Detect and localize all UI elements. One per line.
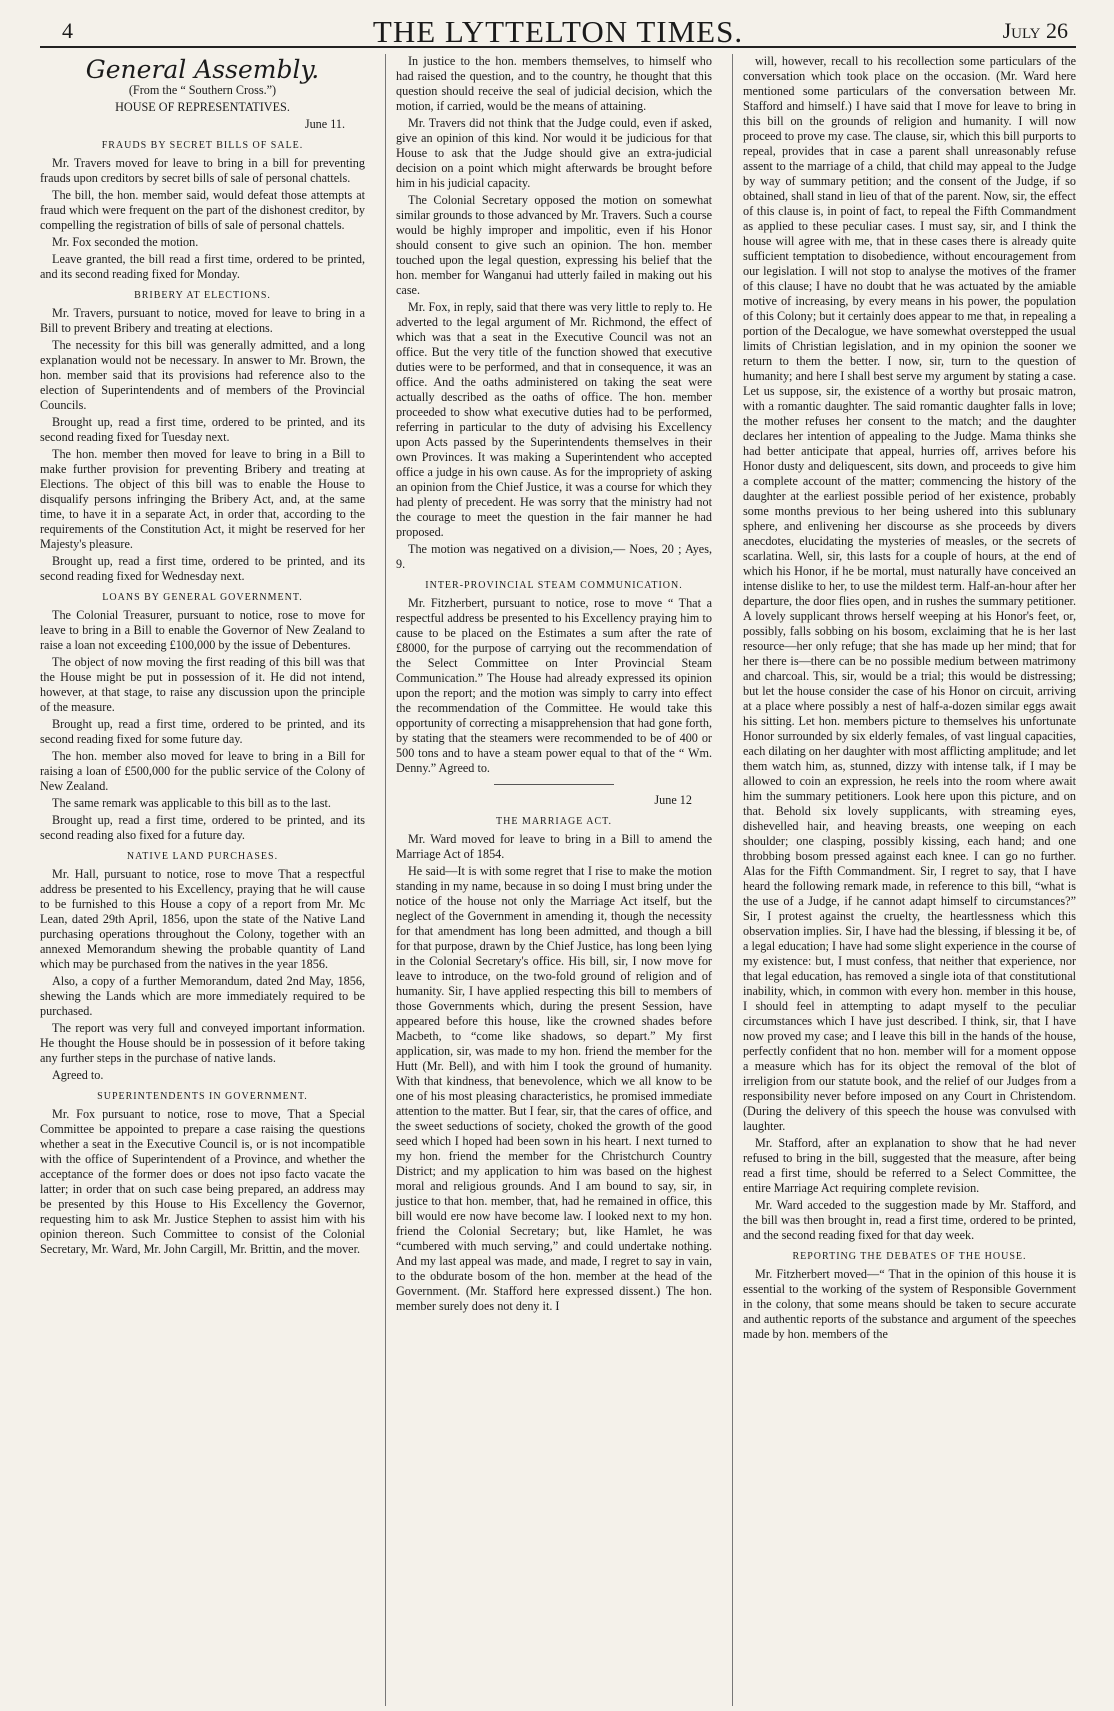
paragraph: The Colonial Secretary opposed the motion on somewhat similar grounds to those advanced by Mr. Travers. Such a course would be highly improper and impolitic, even if his Honor should consent to give such an opinion. The hon. member touched upon the legal question, expressing his belief that the hon. member for Wanganui had utterly failed in making out his case.: [396, 193, 712, 297]
paragraph: Also, a copy of a further Memorandum, dated 2nd May, 1856, shewing the Lands which are more immediately required to be purchased.: [40, 974, 365, 1018]
subheading: FRAUDS BY SECRET BILLS OF SALE.: [101, 140, 304, 151]
subheading: THE MARRIAGE ACT.: [496, 816, 612, 827]
paragraph: Mr. Fox, in reply, said that there was very little to reply to. He adverted to the legal argument of Mr. Richmond, the effect of which was that a seat in the Executive Council was not an office. But the very title of the function showed that executive duties were to be performed, and that in consequence, it was an office. And the oaths administered on taking the seat were actually described as the oaths of office. The hon. member proceeded to show what executive duties had to be performed, referring in particular to the duty of advising his Excellency upon Acts passed by the Superintendents themselves in their own Provinces. It was making a Superintendent who accepted office a judge in his own cause. As for the impropriety of asking an opinion from the Chief Justice, it was a course for which they had plenty of precedent. He was sorry that the ministry had not the courage to meet the question in the fair manner he had proposed.: [396, 300, 712, 539]
column-3: [732, 54, 1076, 1706]
paragraph: Mr. Fox seconded the motion.: [52, 235, 199, 249]
paragraph: The necessity for this bill was generally admitted, and a long explanation would not be necessary. In answer to Mr. Brown, the hon. member said that its provisions had reference also to the election of Superintendents and of members of the Provincial Councils.: [40, 338, 365, 412]
paragraph: Mr. Stafford, after an explanation to show that he had never refused to bring in the bill, suggested that the measure, after being read a first time, should be referred to a Select Committee, the entire Marriage Act requiring complete revision.: [743, 1136, 1076, 1195]
house-heading: HOUSE OF REPRESENTATIVES.: [115, 100, 290, 114]
paragraph: Brought up, read a first time, ordered to be printed, and its second reading fixed for Tuesday next.: [40, 415, 365, 444]
paragraph: The bill, the hon. member said, would defeat those attempts at fraud which were frequent on the part of the dishonest creditor, by compelling the registration of bills of sale of personal chattels.: [40, 188, 365, 232]
paragraph: will, however, recall to his recollection some particulars of the conversation which took place on the occasion. (Mr. Ward here mentioned some particulars of the conversation between Mr. Stafford and himself.) I have said that I move for leave to bring in this bill on the grounds of religion and humanity. I will now proceed to prove my case. The clause, sir, which this bill purports to repeal, provides that in case a parent shall unreasonably refuse assent to the marriage of a child, that child may appeal to the Judge by way of summary petition; and the consent of the Judge, if so obtained, shall stand in lieu of that of the parent. Now, sir, the effect of this clause is, in point of fact, to repeal the Fifth Commandment as applied to these peculiar cases. I must say, sir, and I think the house will agree with me, that in these cases there is already quite sufficient temptation to disobedience, without encouragement from our legislation. I will not stop to analyse the motives of the framer of this clause; I have no doubt that he was actuated by the amiable motive of increasing, by every means in his power, the population of this Colony; but it certainly does appear to me that, in repealing a portion of the Decalogue, we have somewhat overstepped the usual limits of Christian legislation, and in my opinion the sooner we return to them the better. I now, sir, turn to the question of humanity; and here I shall best serve my argument by stating a case. Let us suppose, sir, the existence of a worthy but prosaic matron, with a romantic daughter. The said romantic daughter falls in love; the mother refuses her consent to the match; and the daughter declares her intention of appealing to the Judge. Mama thinks she had better anticipate that appeal, hurries off, arrives before his Honor dusty and deliquescent, sits down, and proceeds to give him a complete account of the matter; commencing the history of the daughter at the earliest possible period of her existence, probably some months previous to her being ushered into this sublunary sphere, and enlivening her discourse as she proceeds by divers anecdotes, elucidating the mysteries of measles, or the secrets of scarlatina. Well, sir, this lasts for a couple of hours, at the end of which his Honor, if he be mortal, must naturally have conceived an intense dislike to her, to use the mildest term. Half-an-hour after her departure, the door flies open, and in rushes the summary petitioner. A lovely supplicant throws herself weeping at his Honor's feet, or, possibly, falls sobbing on his bosom, exclaiming that he is her last resource—her only refuge; that she has made up her mind; that for her there is—there can be no possible medium between matrimony and charcoal. This, sir, would be a trial; this would be distressing; but let the house consider the case of his Honor on circuit, arriving at a place where possibly a nest of half-a-dozen similar eggs await his sitting. Let hon. members picture to themselves his unfortunate Honor surrounded by six elderly females, of vast lingual capacities, each dilating on her daughter with most afflicting amplitude; and let them watch him, as, stunned, dizzy with intense talk, if I may be allowed to coin an expression, he reels into the room where await him the summary petitioners. Look here upon this picture, and on that. Behold six lovely supplicants, with streaming eyes, dishevelled hair, and heaving breasts, one weeping on each shoulder; one clasping, possibly kissing, each hand; and one throbbing bosom pressed against each knee. I can go no further. Alas for the Fifth Commandment. Sir, I regret to say, that I have heard the following remark made, in reference to this bill, “what is the use of a Judge, if he cannot adapt himself to circumstances?” Sir, I protest against the cruelty, the heartlessness which this observation implies. Sir, I have had the blessing, if blessing it be, of a legal education; I have had some slight experience in the course of my existence: but, I must confess, that neither that experience, nor that legal education, has removed a single iota of that constitutional inability, which, in common with every hon. member in this house, I should feel in attempting to adapt myself to the peculiar circumstances which I have just described. I think, sir, that I have now proved my case; and I leave this bill in the hands of the house, perfectly confident that no hon. member will for a moment oppose a measure which has for its object the removal of the blot of irreligion from our statute book, and the relief of our Judges from a responsibility never before imposed on any Court in Christendom. (During the delivery of this speech the house was convulsed with laughter.: [743, 54, 1076, 1133]
paragraph: Agreed to.: [52, 1068, 104, 1082]
subheading: NATIVE LAND PURCHASES.: [126, 851, 279, 862]
subheading: REPORTING THE DEBATES OF THE HOUSE.: [792, 1251, 1027, 1262]
source-line: (From the “ Southern Cross.”): [128, 83, 277, 97]
subheading: SUPERINTENDENTS IN GOVERNMENT.: [97, 1091, 308, 1102]
paragraph: Mr. Hall, pursuant to notice, rose to move That a respectful address be presented to his Excellency, praying that he will cause to be furnished to this House a copy of a report from Mr. Mc Lean, dated 29th April, 1856, upon the state of the Native Land purchasing operations throughout the Colony, together with an annexed Memorandum shewing the probable quantity of Land which may be purchased from the natives in the year 1856.: [40, 867, 365, 971]
page-number: 4: [62, 18, 73, 43]
column-2: [385, 54, 712, 1706]
divider: [494, 784, 614, 785]
newspaper-title: THE LYTTELTON TIMES.: [372, 14, 744, 49]
issue-date: July 26: [1002, 18, 1068, 43]
paragraph: Mr. Ward acceded to the suggestion made by Mr. Stafford, and the bill was then brought in, read a first time, ordered to be printed, and the second reading fixed for that day week.: [743, 1198, 1076, 1242]
paragraph: The hon. member then moved for leave to bring in a Bill to make further provision for preventing Bribery and treating at Elections. The object of this bill was to enable the House to disqualify persons infringing the Bribery Act, and, at the same time, to have it in a separate Act, in order that, according to the requirements of the Constitution Act, it might be reserved for her Majesty's pleasure.: [40, 447, 365, 551]
paragraph: Leave granted, the bill read a first time, ordered to be printed, and its second reading fixed for Monday.: [40, 252, 365, 281]
paragraph: Mr. Fitzherbert, pursuant to notice, rose to move “ That a respectful address be presented to his Excellency praying him to cause to be placed on the Estimates a sum after the rate of £8000, for the purpose of carrying out the recommendation of the Select Committee on Inter Provincial Steam Communication.” The House had already expressed its opinion upon the report; and the motion was simply to carry into effect the recommendation of the Committee. He would take this opportunity of correcting a misapprehension that had gone forth, by stating that the steamers were recommended to be of 400 or 500 tons and to have a steam power equal to that of the “ Wm. Denny.” Agreed to.: [396, 596, 712, 775]
paragraph: The hon. member also moved for leave to bring in a Bill for raising a loan of £500,000 for the public service of the Colony of New Zealand.: [40, 749, 365, 793]
masthead: [40, 6, 1076, 48]
paragraph: Mr. Travers, pursuant to notice, moved for leave to bring in a Bill to prevent Bribery and treating at elections.: [40, 306, 365, 335]
paragraph: In justice to the hon. members themselves, to himself who had raised the question, and to the country, he thought that this question should receive the seal of judicial decision, which the motion, if carried, would be the means of attaining.: [396, 54, 712, 113]
subheading: LOANS BY GENERAL GOVERNMENT.: [102, 592, 303, 603]
paragraph: The motion was negatived on a division,— Noes, 20 ; Ayes, 9.: [396, 542, 712, 571]
column-1: [40, 54, 365, 1706]
paragraph: Mr. Ward moved for leave to bring in a Bill to amend the Marriage Act of 1854.: [396, 832, 712, 861]
dateline: June 12: [654, 793, 692, 807]
paragraph: Mr. Travers moved for leave to bring in a bill for preventing frauds upon creditors by secret bills of sale of personal chattels.: [40, 156, 365, 185]
section-title: General Assembly.: [85, 55, 320, 84]
paragraph: Mr. Travers did not think that the Judge could, even if asked, give an opinion of this kind. Nor would it be judicious for that House to ask that the Judge should give an extra-judicial decision on a point which might afterwards be brought before him in his judicial capacity.: [396, 116, 712, 190]
paragraph: Mr. Fox pursuant to notice, rose to move, That a Special Committee be appointed to prepare a case raising the questions whether a seat in the Executive Council is, or is not incompatible with the office of Superintendent of a Province, and whether the acceptance of the former does or does not ipso facto vacate the latter; in order that on such case being prepared, an address may be presented by this House to His Excellency the Governor, requesting him to ask Mr. Justice Stephen to assist him with his opinion thereon. Such Committee to consist of the Colonial Secretary, Mr. Ward, Mr. John Cargill, Mr. Brittin, and the mover.: [40, 1107, 365, 1256]
paragraph: Brought up, read a first time, ordered to be printed, and its second reading fixed for Wednesday next.: [40, 554, 365, 583]
paragraph: The same remark was applicable to this bill as to the last.: [52, 796, 331, 810]
paragraph: Brought up, read a first time, ordered to be printed, and its second reading fixed for some future day.: [40, 717, 365, 746]
paragraph: The Colonial Treasurer, pursuant to notice, rose to move for leave to bring in a Bill to enable the Governor of New Zealand to raise a loan not exceeding £100,000 by the issue of Debentures.: [40, 608, 365, 652]
dateline: June 11.: [304, 117, 345, 131]
paragraph: Brought up, read a first time, ordered to be printed, and its second reading also fixed for a future day.: [40, 813, 365, 842]
columns: [40, 54, 1076, 1706]
subheading: INTER-PROVINCIAL STEAM COMMUNICATION.: [425, 580, 683, 591]
paragraph: Mr. Fitzherbert moved—“ That in the opinion of this house it is essential to the working of the system of Responsible Government in the colony, that some means should be taken to secure accurate and authentic reports of the substance and argument of the speeches made by hon. members of the: [743, 1267, 1076, 1341]
paragraph: The report was very full and conveyed important information. He thought the House should be in possession of it before taking any further steps in the purchase of native lands.: [40, 1021, 365, 1065]
paragraph: He said—It is with some regret that I rise to make the motion standing in my name, because in so doing I must bring under the notice of the house not only the Marriage Act itself, but the neglect of the Government in amending it, though the necessity for that amendment has long been admitted, and though a bill for that purpose, drawn by the Chief Justice, has long been lying in the Colonial Secretary's office. His bill, sir, I now move for leave to introduce, on the two-fold ground of religion and of humanity. Sir, I have applied respecting this bill to members of those Governments which, during the present Session, have appeared before this house, like the crowned shades before Macbeth, to “come like shadows, so depart.” My first application, sir, was made to my hon. friend the member for the Hutt (Mr. Bell), and with him I took the ground of humanity. With that kindness, that benevolence, which we all know to be one of his most pleasing characteristics, he promised immediate attention to the matter. But I fear, sir, that the cares of office, and the sweet seductions of society, choked the growth of the good seed which I hoped had been sown in his heart. I next turned to my hon. friend the member for the Christchurch Country District; and my application to him was based on the highest moral and religious grounds. And I am bound to say, sir, in justice to that hon. member, that, had he remained in office, this bill would ere now have become law. I looked next to my hon. friend the Colonial Secretary; but, like Hamlet, he was “cumbered with much serving,” and could undertake nothing. And my last appeal was made, and made, I regret to say in vain, to the obdurate bosom of the hon. member at the head of the Government. (Mr. Stafford here expressed dissent.) The hon. member surely does not deny it. I: [396, 864, 712, 1313]
paragraph: The object of now moving the first reading of this bill was that the House might be put in possession of it. He did not intend, however, at that stage, to raise any discussion upon the principle of the measure.: [40, 655, 365, 714]
subheading: BRIBERY AT ELECTIONS.: [134, 290, 271, 301]
